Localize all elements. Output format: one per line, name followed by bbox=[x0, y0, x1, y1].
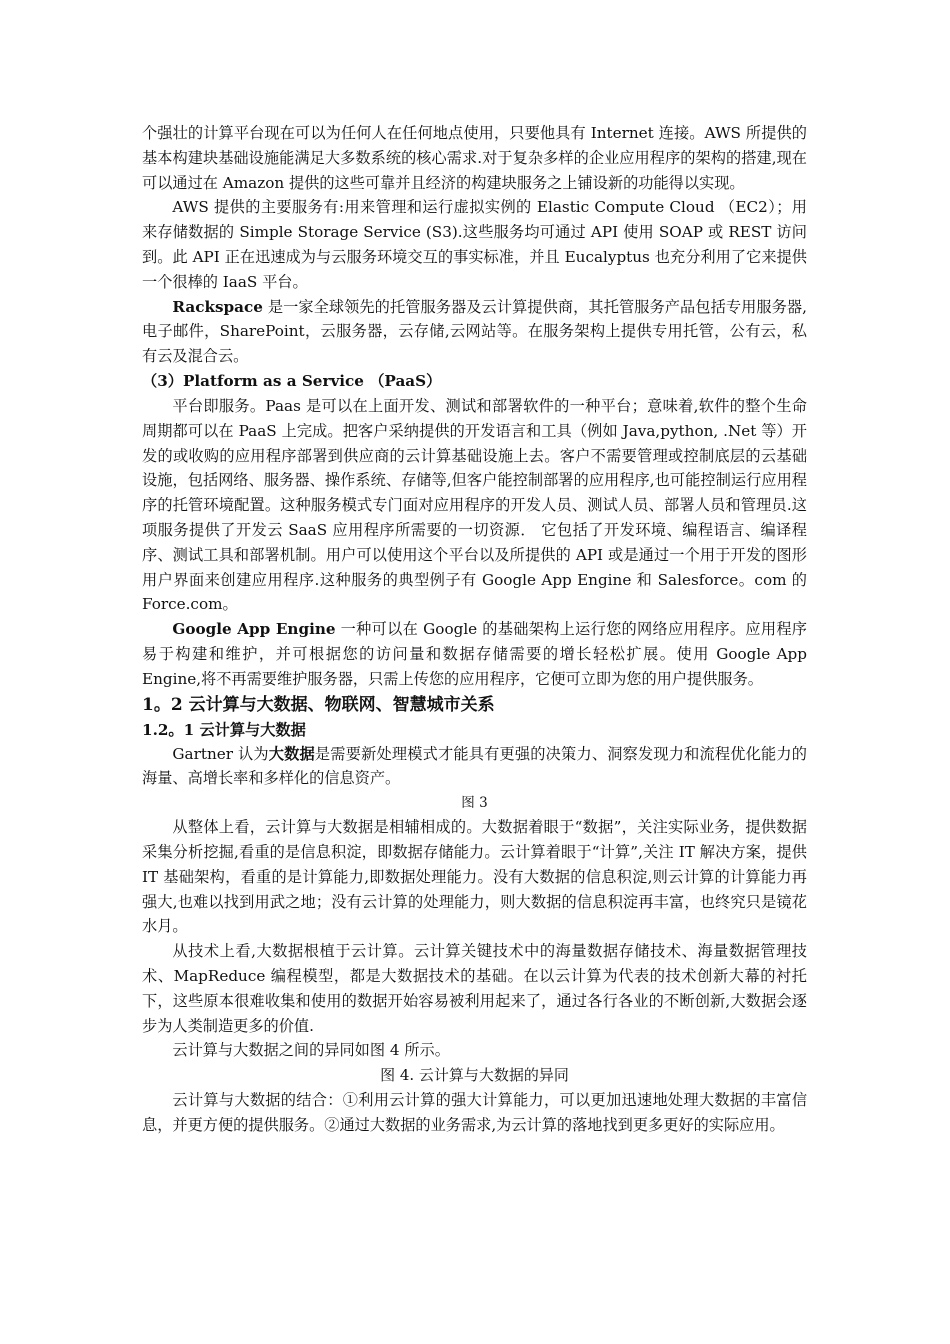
figure-3-caption: 图 3 bbox=[461, 795, 488, 812]
document-page bbox=[142, 121, 807, 1138]
rackspace-term: Rackspace bbox=[172, 297, 263, 316]
paragraph-combination: 云计算与大数据的结合：①利用云计算的强大计算能力，可以更加迅速地处理大数据的丰富信息，并更方便的提供服务。②通过大数据的业务需求,为云计算的落地找到更多更好的实际应用。 bbox=[142, 1091, 807, 1134]
big-data-term: 大数据 bbox=[268, 744, 315, 763]
section-heading-1-2: 1。2 云计算与大数据、物联网、智慧城市关系 bbox=[142, 694, 495, 715]
heading-paas: （3）Platform as a Service （PaaS） bbox=[142, 371, 442, 390]
gae-term: Google App Engine bbox=[172, 620, 336, 639]
paragraph-overall: 从整体上看，云计算与大数据是相辅相成的。大数据着眼于“数据”，关注实际业务，提供数据采集分析挖掘,看重的是信息积淀，即数据存储能力。云计算着眼于“计算”,关注 IT 解决方案，提供 IT 基础架构，看重的是计算能力,即数据处理能力。没有大数据的信息积淀,则云计算的计算能力再强大,也难以找到用武之地；没有云计算的处理能力，则大数据的信息积淀再丰富，也终究只是镜花水月。 bbox=[142, 818, 807, 936]
figure-4-caption: 图 4. 云计算与大数据的异同 bbox=[380, 1066, 569, 1085]
rackspace-body: 是一家全球领先的托管服务器及云计算提供商，其托管服务产品包括专用服务器,电子邮件，SharePoint，云服务器，云存储,云网站等。在服务架构上提供专用托管，公有云，私有云及混合云。 bbox=[142, 297, 807, 366]
paragraph-aws-services: AWS 提供的主要服务有:用来管理和运行虚拟实例的 Elastic Compute Cloud （EC2）；用来存储数据的 Simple Storage Service (S3).这些服务均可通过 API 使用 SOAP 或 REST 访问到。此 API 正在迅速成为与云服务环境交互的事实标准，并且 Eucalyptus 也充分利用了它来提供一个很棒的 IaaS 平台。 bbox=[142, 198, 807, 291]
paragraph-paas: 平台即服务。Paas 是可以在上面开发、测试和部署软件的一种平台；意味着,软件的整个生命周期都可以在 PaaS 上完成。把客户采纳提供的开发语言和工具（例如 Java,python, .Net 等）开发的或收购的应用程序部署到供应商的云计算基础设施上去。客户不需要管理或控制底层的云基础设施，包括网络、服务器、操作系统、存储等,但客户能控制部署的应用程序,也可能控制运行应用程序的托管环境配置。这种服务模式专门面对应用程序的开发人员、测试人员、部署人员和管理员.这项服务提供了开发云 SaaS 应用程序所需要的一切资源． 它包括了开发环境、编程语言、编译程序、测试工具和部署机制。用户可以使用这个平台以及所提供的 API 或是通过一个用于开发的图形用户界面来创建应用程序.这种服务的典型例子有 Google App Engine 和 Salesforce。com 的 Force.com。 bbox=[142, 396, 807, 614]
paragraph-aws-intro: 个强壮的计算平台现在可以为任何人在任何地点使用，只要他具有 Internet 连接。AWS 所提供的基本构建块基础设施能满足大多数系统的核心需求.对于复杂多样的企业应用程序的架构的搭建,现在可以通过在 Amazon 提供的这些可靠并且经济的构建块服务之上铺设新的功能得以实现。 bbox=[142, 124, 807, 192]
subsection-heading-1-2-1: 1.2。1 云计算与大数据 bbox=[142, 720, 306, 739]
gae-body: 一种可以在 Google 的基础架构上运行您的网络应用程序。应用程序易于构建和维护，并可根据您的访问量和数据存储需要的增长轻松扩展。使用 Google App Engine,将不再需要维护服务器，只需上传您的应用程序，它便可立即为您的用户提供服务。 bbox=[142, 620, 807, 688]
gartner-pre: Gartner 认为 bbox=[172, 744, 269, 763]
paragraph-rackspace bbox=[142, 295, 807, 369]
paragraph-technology: 从技术上看,大数据根植于云计算。云计算关键技术中的海量数据存储技术、海量数据管理技术、MapReduce 编程模型，都是大数据技术的基础。在以云计算为代表的技术创新大幕的衬托下，这些原本很难收集和使用的数据开始容易被利用起来了，通过各行各业的不断创新,大数据会逐步为人类制造更多的价值. bbox=[142, 942, 807, 1035]
gartner-post: 是需要新处理模式才能具有更强的决策力、洞察发现力和流程优化能力的海量、高增长率和多样化的信息资产。 bbox=[142, 744, 807, 788]
paragraph-differences: 云计算与大数据之间的异同如图 4 所示。 bbox=[172, 1041, 450, 1060]
paragraph-google-app-engine bbox=[142, 617, 807, 691]
paragraph-gartner bbox=[142, 742, 807, 792]
